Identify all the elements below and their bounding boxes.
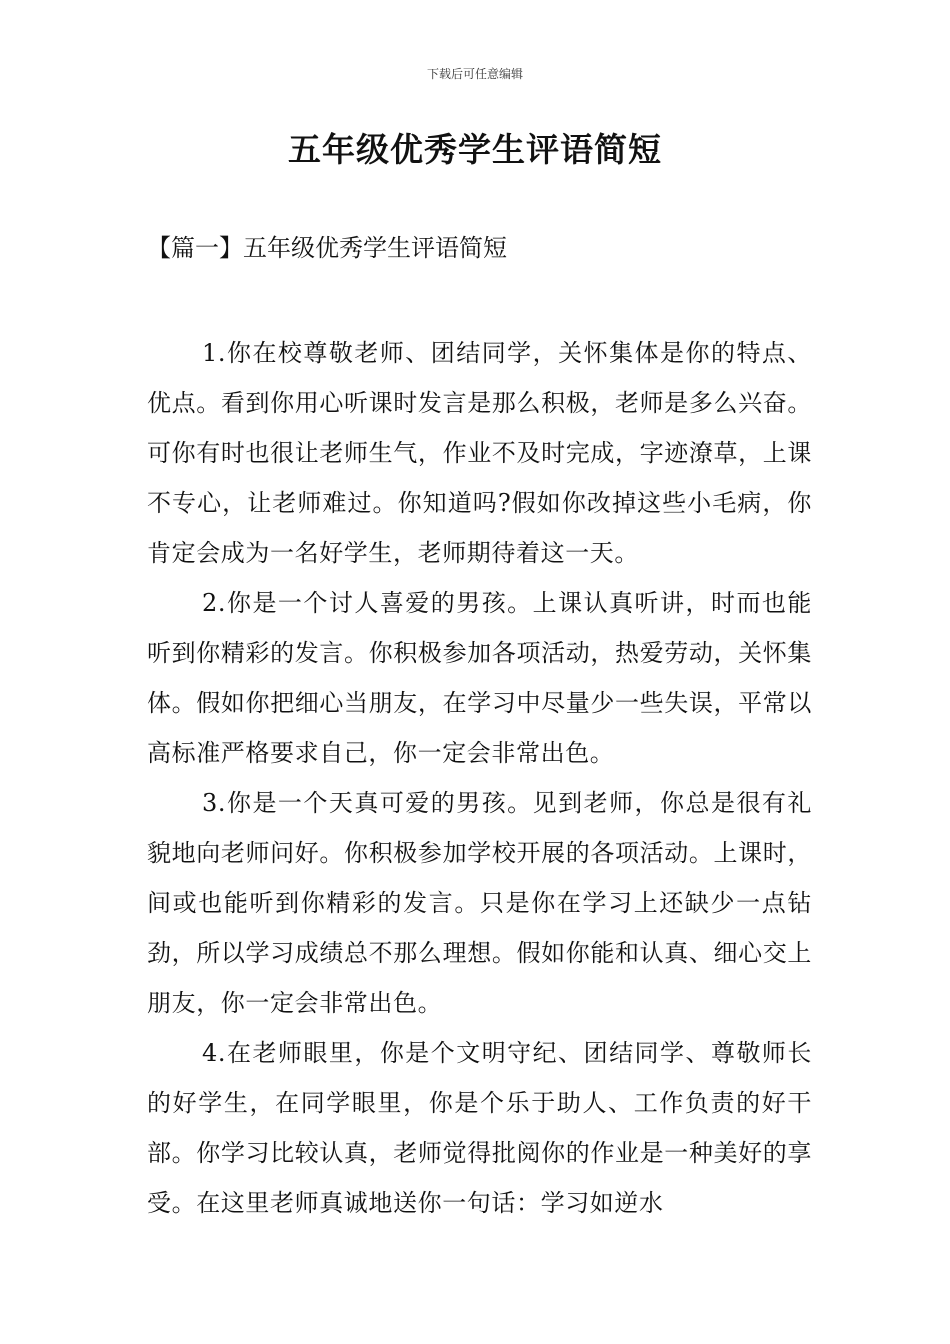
header-note: 下载后可任意编辑 — [426, 67, 523, 81]
paragraph-1: 1.你在校尊敬老师、团结同学，关怀集体是你的特点、优点。看到你用心听课时发言是那么积极，老师是多么兴奋。可你有时也很让老师生气，作业不及时完成，字迹潦草，上课不专心，让老师难过。你知道吗?假如你改掉这些小毛病，你肯定会成为一名好学生，老师期待着这一天。 — [147, 339, 812, 567]
section-heading: 【篇一】五年级优秀学生评语简短 — [147, 234, 507, 262]
paragraph-2: 2.你是一个讨人喜爱的男孩。上课认真听讲，时而也能听到你精彩的发言。你积极参加各项活动，热爱劳动，关怀集体。假如你把细心当朋友，在学习中尽量少一些失误，平常以高标准严格要求自己，你一定会非常出色。 — [147, 589, 812, 767]
document-body — [147, 328, 812, 1228]
paragraph-3: 3.你是一个天真可爱的男孩。见到老师，你总是很有礼貌地向老师问好。你积极参加学校开展的各项活动。上课时，间或也能听到你精彩的发言。只是你在学习上还缺少一点钻劲，所以学习成绩总不那么理想。假如你能和认真、细心交上朋友，你一定会非常出色。 — [147, 789, 812, 1017]
document-title: 五年级优秀学生评语简短 — [288, 130, 662, 169]
paragraph-4: 4.在老师眼里，你是个文明守纪、团结同学、尊敬师长的好学生，在同学眼里，你是个乐于助人、工作负责的好干部。你学习比较认真，老师觉得批阅你的作业是一种美好的享受。在这里老师真诚地送你一句话：学习如逆水 — [147, 1039, 812, 1217]
